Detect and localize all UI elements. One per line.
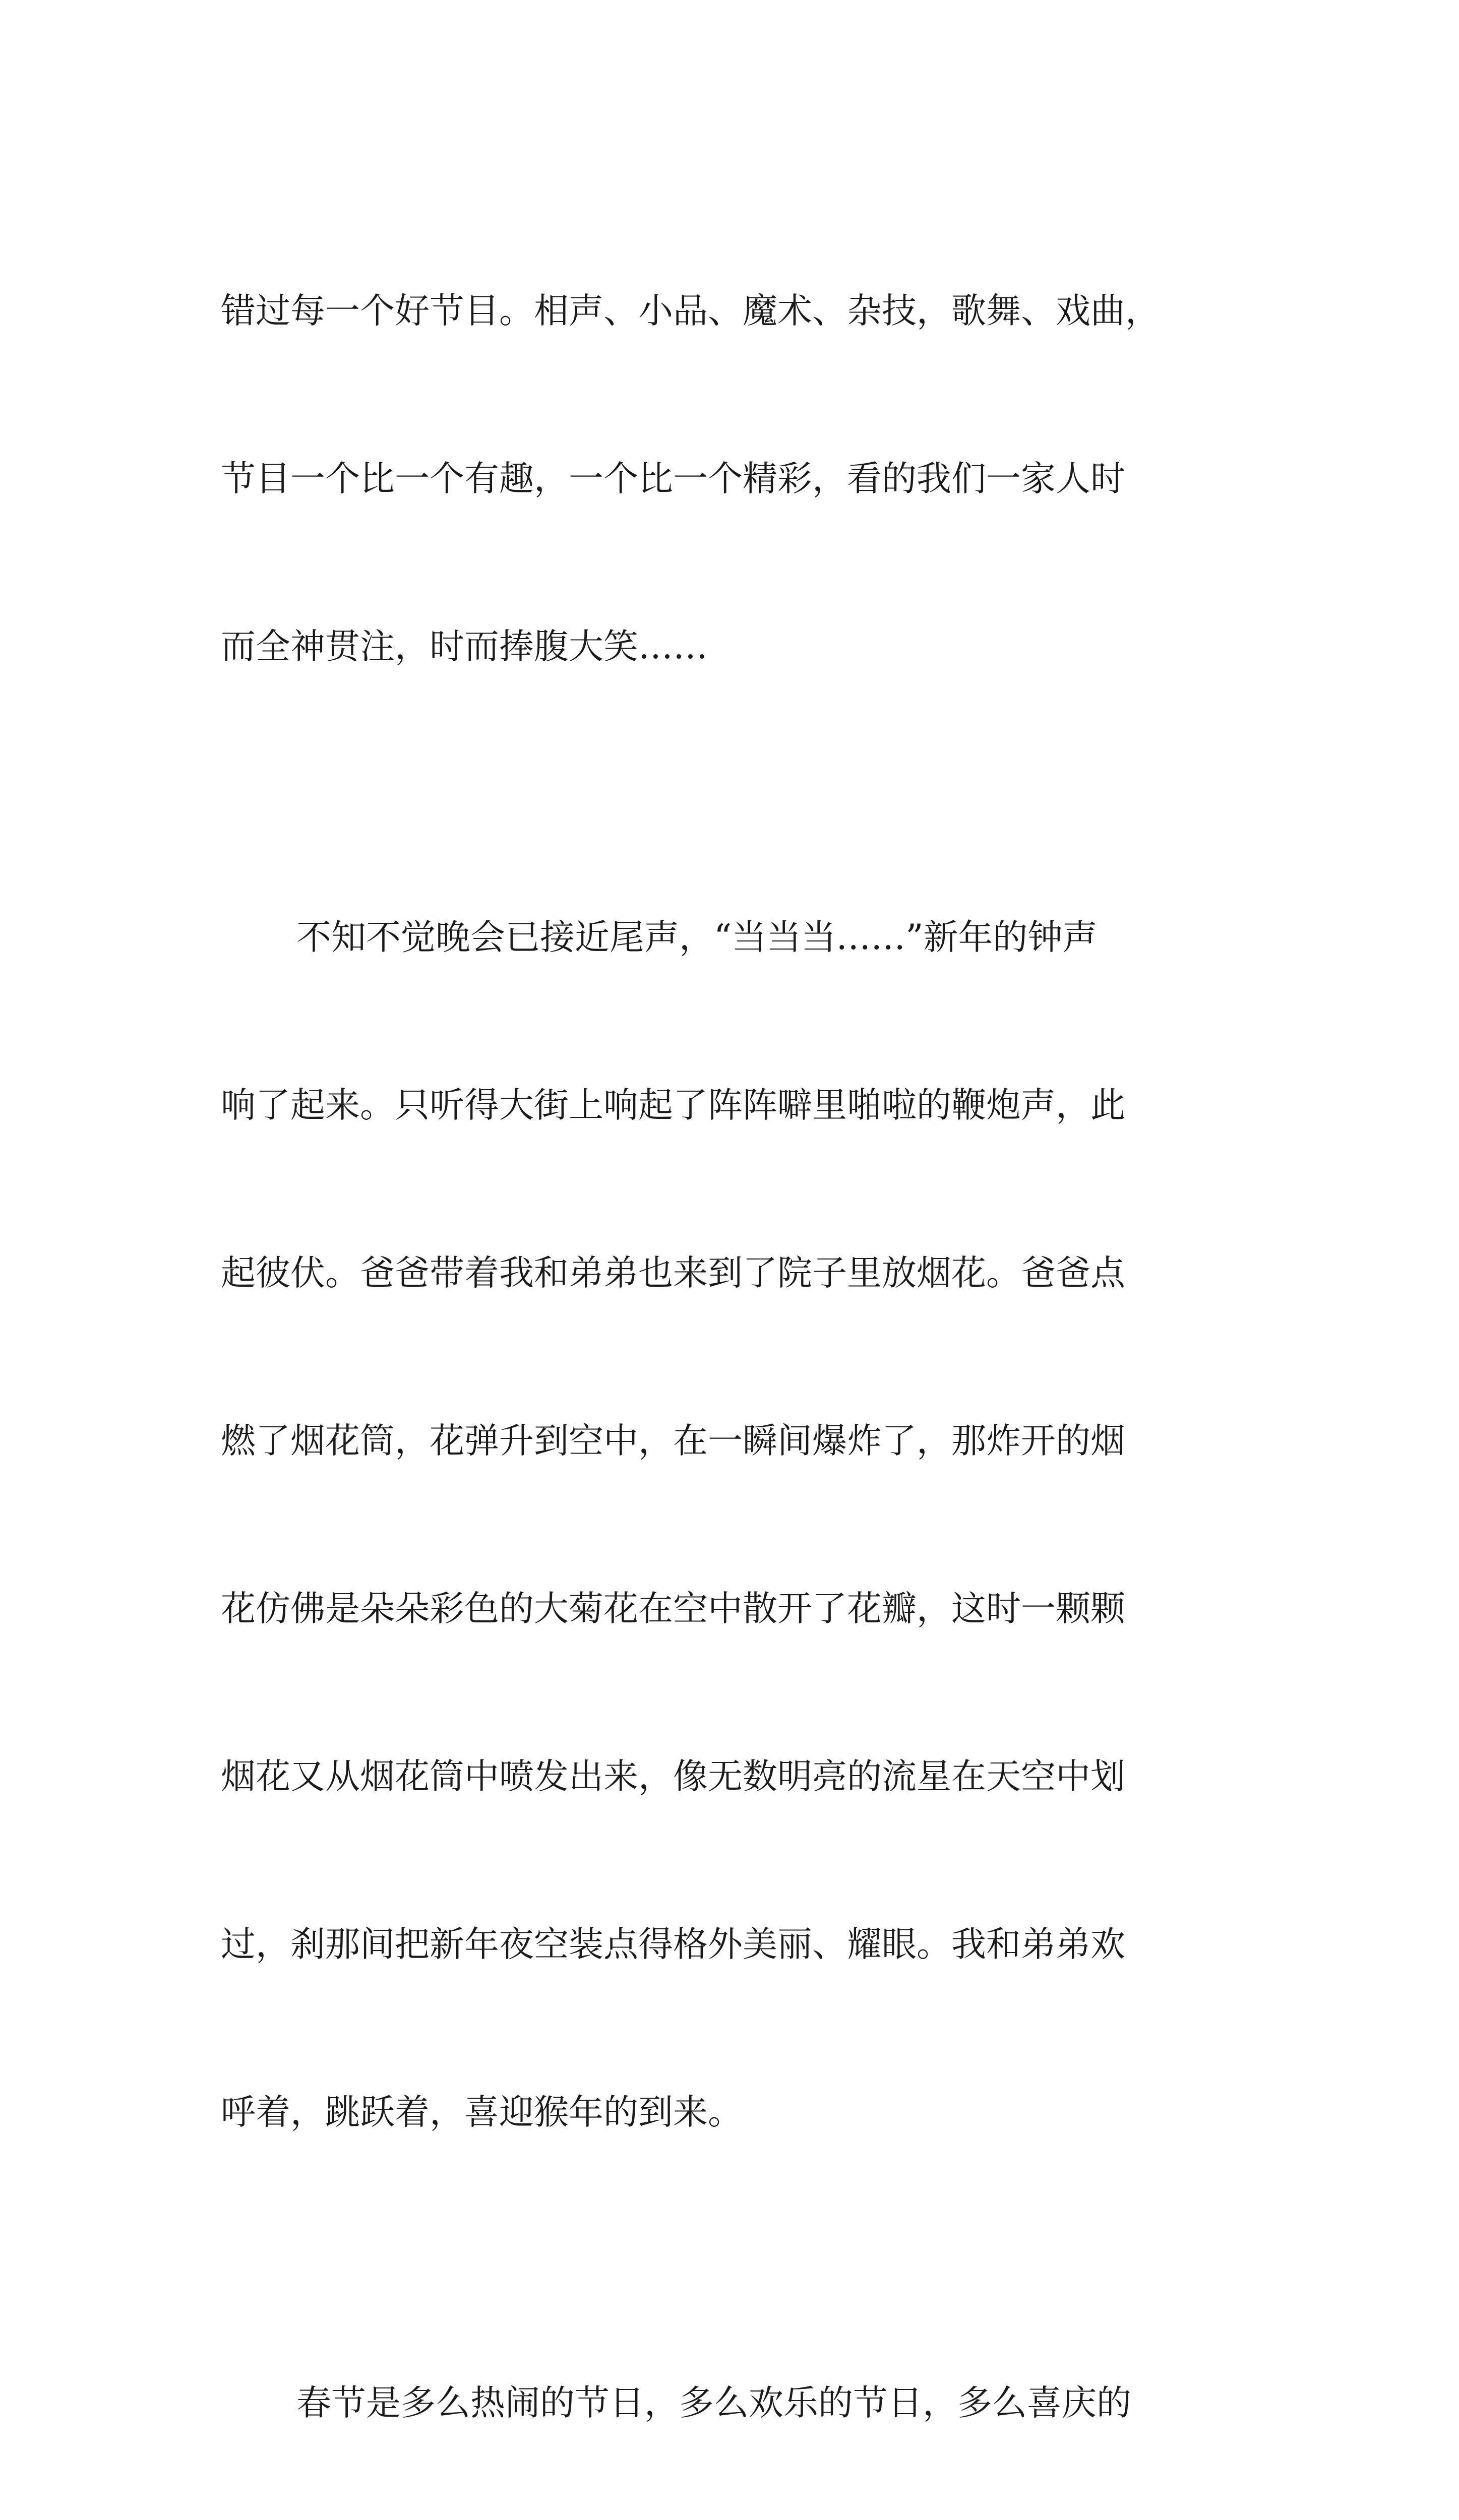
text-line: 节目一个比一个有趣，一个比一个精彩，看的我们一家人时 xyxy=(221,459,1125,499)
document-body xyxy=(221,171,1259,2520)
text-line: 起彼伏。爸爸带着我和弟弟也来到了院子里放烟花。爸爸点 xyxy=(221,1253,1125,1293)
text-line: 花仿佛是朵朵彩色的大菊花在空中散开了花瓣，这时一颗颗 xyxy=(221,1589,1125,1629)
paragraph xyxy=(221,798,1259,2252)
text-line: 春节是多么热闹的节日，多么欢乐的节日，多么喜庆的 xyxy=(296,2383,1131,2423)
text-line: 烟花又从烟花筒中喷发出来，像无数明亮的流星在天空中划 xyxy=(221,1756,1125,1797)
paragraph xyxy=(221,171,1259,787)
text-line: 过，刹那间把新年夜空装点得格外美丽、耀眼。我和弟弟欢 xyxy=(221,1924,1125,1965)
text-line: 呼着，跳跃着，喜迎猴年的到来。 xyxy=(221,2092,743,2132)
text-line: 燃了烟花筒，花弹升到空中，在一瞬间爆炸了，那炸开的烟 xyxy=(221,1421,1125,1461)
text-line: 错过每一个好节目。相声、小品、魔术、杂技，歌舞、戏曲， xyxy=(221,291,1160,331)
text-line: 响了起来。只听得大街上响起了阵阵噼里啪啦的鞭炮声，此 xyxy=(221,1085,1125,1125)
paragraph xyxy=(221,2263,1259,2520)
text-line: 而全神贯注，时而捧腹大笑…… xyxy=(221,626,708,667)
text-line: 不知不觉晚会已接近尾声，“当当当……”新年的钟声 xyxy=(296,917,1098,958)
